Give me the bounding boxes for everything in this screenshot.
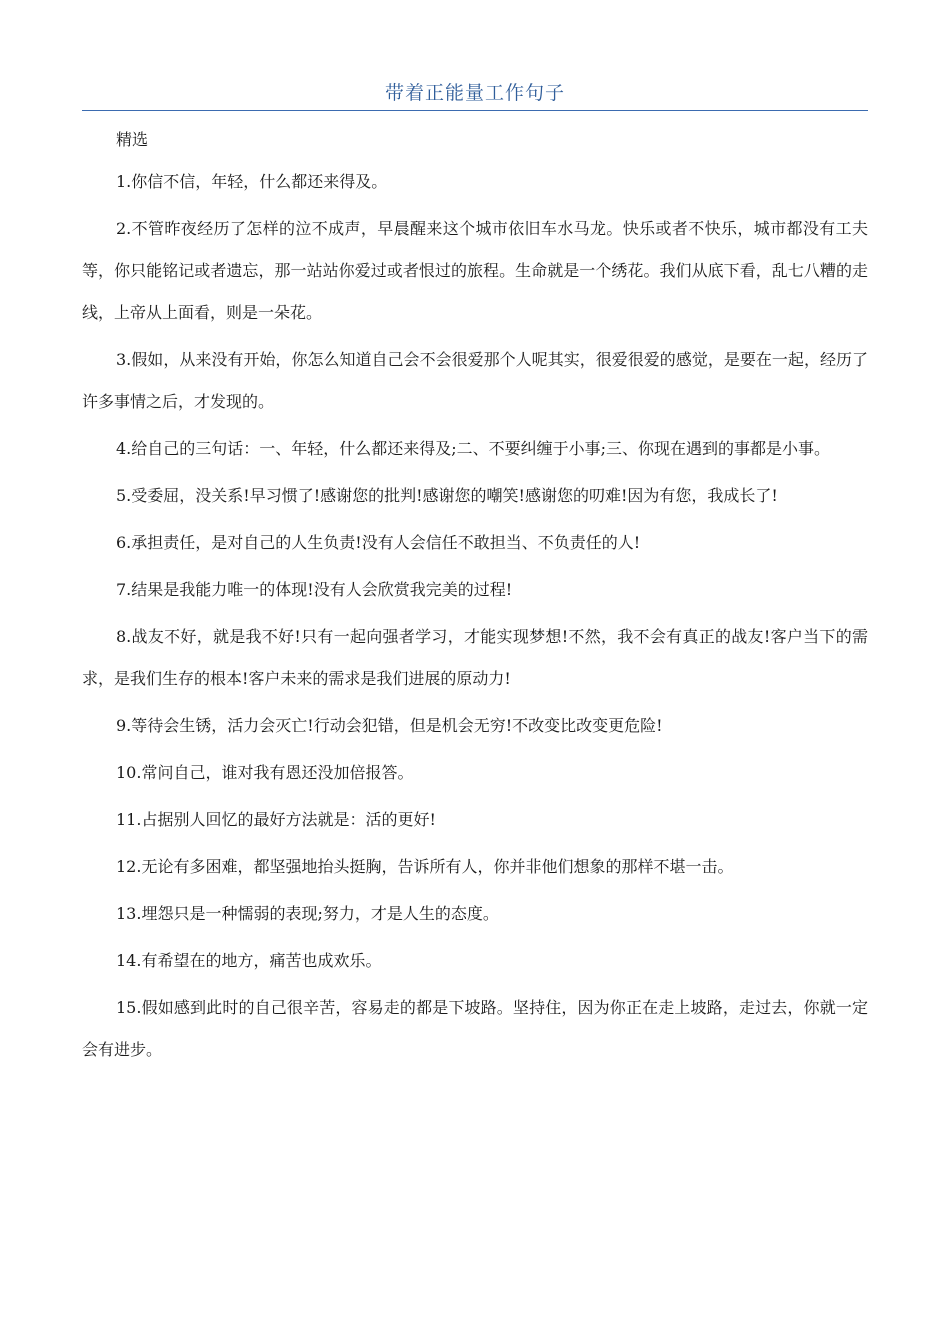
list-item: 15.假如感到此时的自己很辛苦，容易走的都是下坡路。坚持住，因为你正在走上坡路，走过去，你就一定会有进步。 (82, 998, 868, 1059)
document-title: 带着正能量工作句子 (384, 82, 565, 104)
list-item: 7.结果是我能力唯一的体现!没有人会欣赏我完美的过程! (116, 580, 513, 599)
document-subtitle: 精选 (116, 130, 149, 149)
list-item: 6.承担责任，是对自己的人生负责!没有人会信任不敢担当、不负责任的人! (116, 533, 641, 552)
list-item: 13.埋怨只是一种懦弱的表现;努力，才是人生的态度。 (116, 904, 499, 923)
list-item: 11.占据别人回忆的最好方法就是：活的更好! (116, 810, 436, 829)
list-item: 9.等待会生锈，活力会灭亡!行动会犯错，但是机会无穷!不改变比改变更危险! (116, 716, 663, 735)
list-item: 14.有希望在的地方，痛苦也成欢乐。 (116, 951, 382, 970)
list-item: 8.战友不好，就是我不好!只有一起向强者学习，才能实现梦想!不然，我不会有真正的战友!客户当下的需求，是我们生存的根本!客户未来的需求是我们进展的原动力! (82, 627, 868, 688)
list-item: 3.假如，从来没有开始，你怎么知道自己会不会很爱那个人呢其实，很爱很爱的感觉，是要在一起，经历了许多事情之后，才发现的。 (82, 350, 868, 411)
list-item: 10.常问自己，谁对我有恩还没加倍报答。 (116, 763, 414, 782)
list-item: 4.给自己的三句话：一、年轻，什么都还来得及;二、不要纠缠于小事;三、你现在遇到的事都是小事。 (116, 439, 831, 458)
list-item: 2.不管昨夜经历了怎样的泣不成声，早晨醒来这个城市依旧车水马龙。快乐或者不快乐，城市都没有工夫等，你只能铭记或者遗忘，那一站站你爱过或者恨过的旅程。生命就是一个绣花。我们从底下看，乱七八糟的走线，上帝从上面看，则是一朵花。 (82, 219, 868, 322)
list-item: 1.你信不信，年轻，什么都还来得及。 (116, 172, 388, 191)
title-underline (82, 110, 868, 111)
list-item: 12.无论有多困难，都坚强地抬头挺胸，告诉所有人，你并非他们想象的那样不堪一击。 (116, 857, 734, 876)
sentence-list (82, 161, 868, 1071)
list-item: 5.受委屈，没关系!早习惯了!感谢您的批判!感谢您的嘲笑!感谢您的叨难!因为有您，我成长了! (116, 486, 778, 505)
document-page (82, 78, 868, 1071)
